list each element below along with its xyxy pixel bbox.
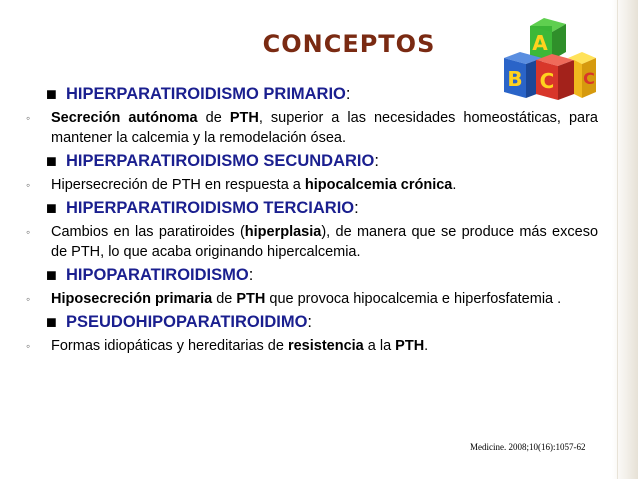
heading-text: HIPOPARATIROIDISMO <box>66 266 249 284</box>
heading-text: HIPERPARATIROIDISMO PRIMARIO <box>66 85 346 103</box>
svg-text:C: C <box>539 69 555 93</box>
bold-text: hiperplasia <box>244 224 322 240</box>
bold-text: PTH <box>236 291 266 307</box>
svg-text:C: C <box>583 69 595 88</box>
text: . <box>424 338 429 354</box>
slide-border <box>612 0 638 479</box>
text: de <box>212 291 237 307</box>
circle-bullet-icon: ◦ <box>26 292 31 306</box>
circle-bullet-icon: ◦ <box>26 178 31 192</box>
heading-secundario: ■ HIPERPARATIROIDISMO SECUNDARIO: <box>46 151 379 171</box>
bullet-icon: ■ <box>46 312 57 332</box>
bullet-icon: ■ <box>46 151 57 171</box>
heading-primario: ■ HIPERPARATIROIDISMO PRIMARIO: <box>46 84 351 104</box>
bullet-icon: ■ <box>46 198 57 218</box>
block-a <box>530 18 566 60</box>
heading-hipoparatiroidismo: ■ HIPOPARATIROIDISMO: <box>46 265 254 285</box>
text: Hipersecreción de PTH en respuesta a <box>51 177 305 193</box>
bold-text: resistencia <box>287 338 364 354</box>
text: , superior a las necesidades homeostáticas, para mantener la calcemia y la remodelación ósea. <box>51 110 598 146</box>
page-title: CONCEPTOS <box>262 30 436 58</box>
text: ), de manera que se produce más exceso de PTH, lo que acaba originando hipercalcemia. <box>51 224 599 260</box>
desc-secundario <box>0 175 598 195</box>
bold-text: PTH <box>229 110 259 126</box>
bullet-icon: ■ <box>46 265 57 285</box>
bold-text: hipocalcemia crónica <box>304 177 453 193</box>
text: . <box>452 177 457 193</box>
reference-citation: Medicine. 2008;10(16):1057-62 <box>470 442 586 452</box>
svg-text:A: A <box>532 31 548 55</box>
heading-text: HIPERPARATIROIDISMO SECUNDARIO <box>66 152 375 170</box>
circle-bullet-icon: ◦ <box>26 225 31 239</box>
text: Cambios en las paratiroides ( <box>51 224 245 240</box>
desc-pseudohipoparatiroidismo <box>0 336 598 356</box>
heading-text: HIPERPARATIROIDISMO TERCIARIO <box>66 199 355 217</box>
heading-pseudohipoparatiroidismo: ■ PSEUDOHIPOPARATIROIDIMO: <box>46 312 312 332</box>
desc-hipoparatiroidismo <box>0 289 598 309</box>
circle-bullet-icon: ◦ <box>26 339 31 353</box>
heading-text: PSEUDOHIPOPARATIROIDIMO <box>66 313 308 331</box>
slide-border-line <box>617 0 618 479</box>
text: Formas idiopáticas y hereditarias de <box>51 338 288 354</box>
heading-terciario: ■ HIPERPARATIROIDISMO TERCIARIO: <box>46 198 359 218</box>
desc-terciario <box>0 222 598 262</box>
circle-bullet-icon: ◦ <box>26 111 31 125</box>
concepts-list <box>26 84 599 359</box>
text: a la <box>363 338 396 354</box>
svg-text:B: B <box>507 67 523 91</box>
text: que provoca hipocalcemia e hiperfosfatemia . <box>265 291 562 307</box>
bold-text: Hiposecreción primaria <box>51 291 213 307</box>
text: de <box>197 110 230 126</box>
bullet-icon: ■ <box>46 84 57 104</box>
bold-text: Secreción autónoma <box>51 110 198 126</box>
bold-text: PTH <box>395 338 425 354</box>
desc-primario <box>0 108 598 148</box>
